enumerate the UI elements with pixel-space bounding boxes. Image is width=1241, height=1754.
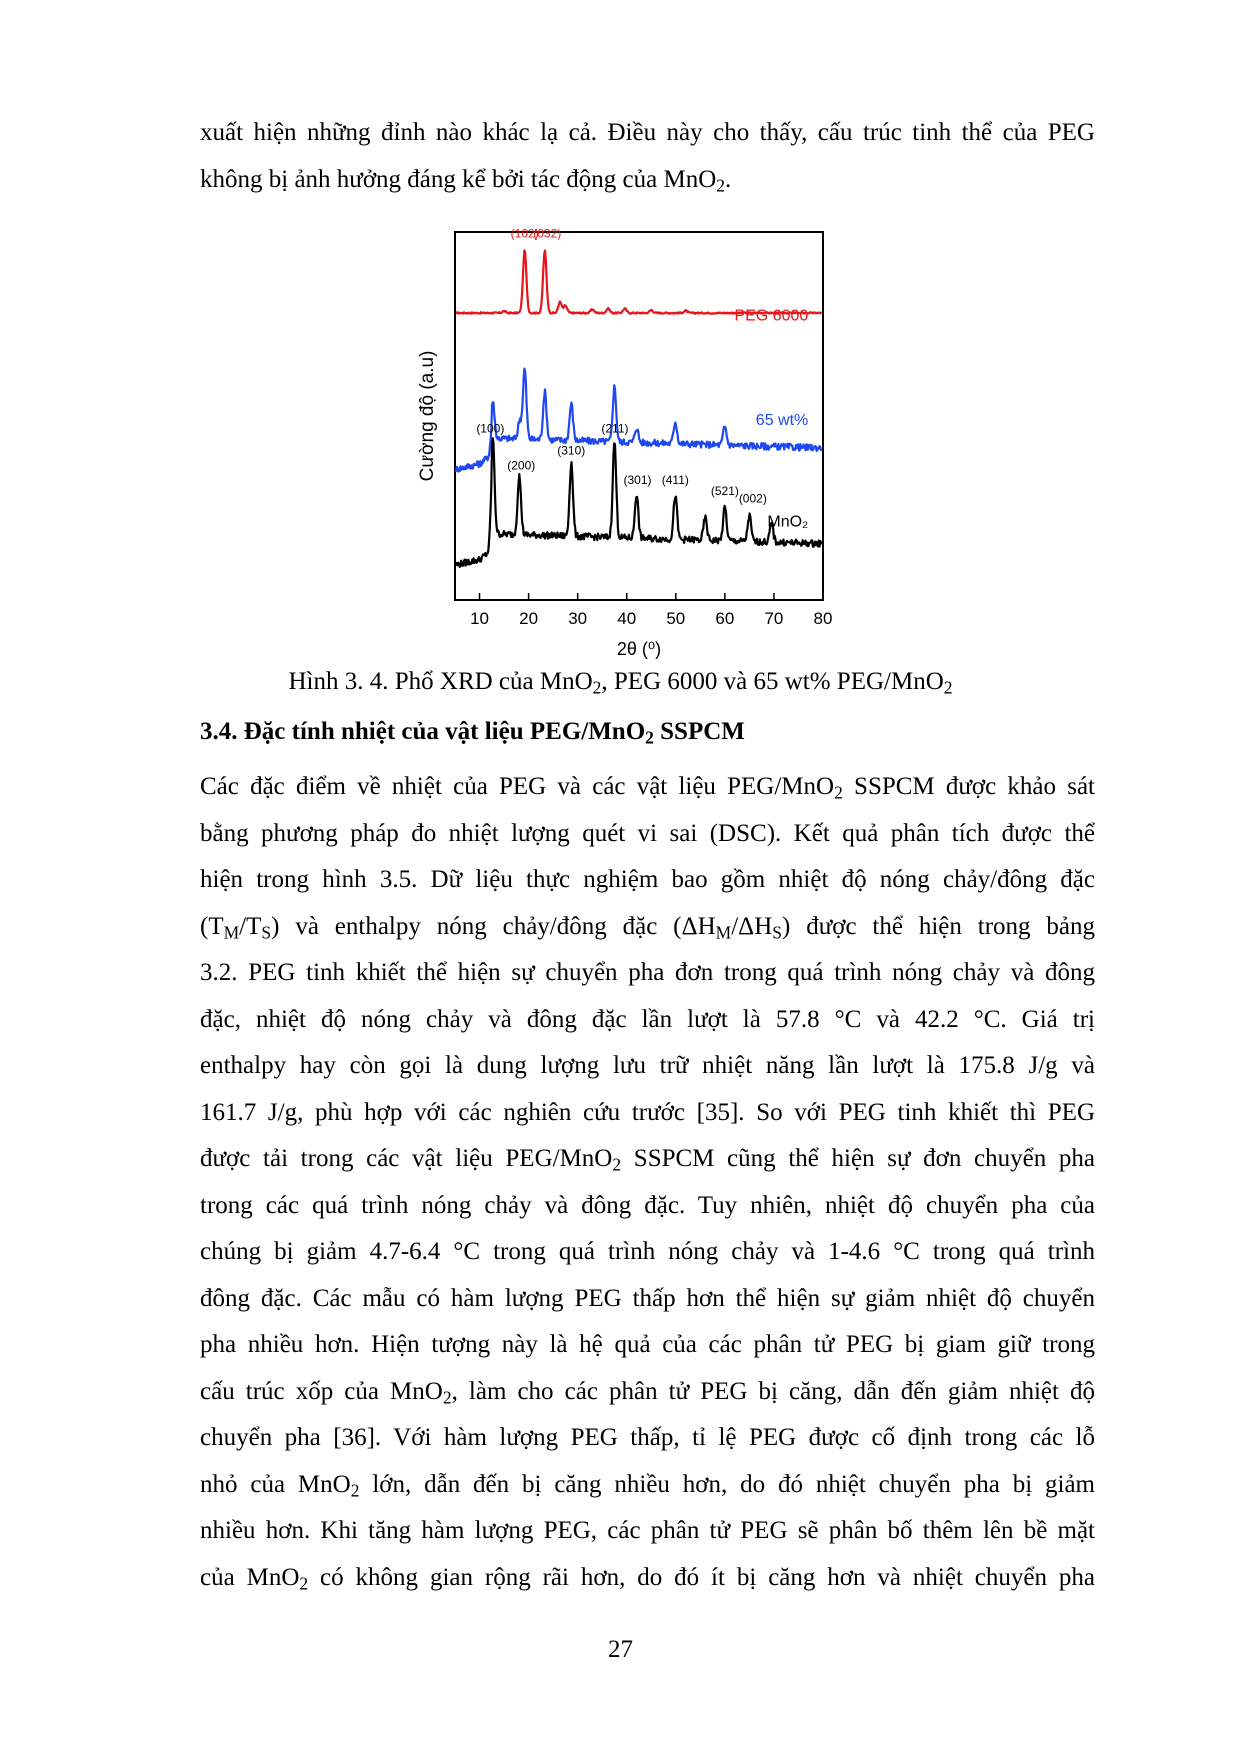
text-line: chúng bị giảm 4.7-6.4 °C trong quá trình nóng chảy và 1-4.6 °C trong quá trình [200,1238,1095,1265]
peak-annotation: (521) [710,484,739,499]
text-line: Các đặc điểm về nhiệt của PEG và các vật liệu PEG/MnO$_2$ SSPCM được khảo sát [200,773,1095,803]
text-line: xuất hiện những đỉnh nào khác lạ cả. Điều này cho thấy, cấu trúc tinh thể của PEG [200,119,1095,146]
x-tick-label: 70 [764,609,784,628]
peak-annotation: (102) [510,228,539,241]
text-line: chuyển pha [36]. Với hàm lượng PEG thấp, tỉ lệ PEG được cố định trong các lỗ [200,1424,1095,1451]
x-tick-label: 40 [617,609,637,628]
series-label: 65 wt% [755,412,809,430]
x-tick-label: 60 [715,609,735,628]
x-tick-label: 20 [519,609,539,628]
x-tick-label: 10 [470,609,489,628]
peak-annotation: (200) [507,458,536,473]
peak-annotation: (301) [623,473,652,488]
peak-annotation: (002) [738,491,767,506]
peak-annotation: (411) [661,473,689,488]
x-tick-label: 80 [813,609,833,628]
peak-annotation: (100) [476,421,505,436]
figure-caption: Hình 3. 4. Phổ XRD của MnO$_2$, PEG 6000 và 65 wt% PEG/MnO$_2$ [288,668,953,698]
page-number: 27 [608,1636,633,1663]
peak-annotation: (032) [533,228,562,241]
text-line: đông đặc. Các mẫu có hàm lượng PEG thấp hơn thể hiện sự giảm nhiệt độ chuyển [200,1284,1095,1312]
intro-paragraph [200,110,1095,203]
text-line: trong các quá trình nóng chảy và đông đặc. Tuy nhiên, nhiệt độ chuyển pha của [200,1191,1095,1219]
text-line: nhiều hơn. Khi tăng hàm lượng PEG, các phân tử PEG sẽ phân bố thêm lên bề mặt [200,1517,1095,1544]
text-line: đặc, nhiệt độ nóng chảy và đông đặc lần lượt là 57.8 °C và 42.2 °C. Giá trị [200,1005,1095,1033]
series-line [456,250,822,313]
body-paragraph [200,764,1095,1601]
text-line: $(T_M/T_S)$ và enthalpy nóng chảy/đông đặc $(\Delta H_M/\Delta H_S)$ được thể hiện trong bảng [200,912,1095,942]
text-line: được tải trong các vật liệu PEG/MnO$_2$ SSPCM cũng thể hiện sự đơn chuyển pha [200,1145,1095,1175]
peak-annotation: (211) [601,421,629,436]
text-line: hiện trong hình 3.5. Dữ liệu thực nghiệm bao gồm nhiệt độ nóng chảy/đông đặc [200,866,1095,893]
text-line: không bị ảnh hưởng đáng kể bởi tác động của MnO$_2$. [200,165,732,195]
text-line: 3.2. PEG tinh khiết thể hiện sự chuyển pha đơn trong quá trình nóng chảy và đông [200,959,1095,986]
text-line: pha nhiều hơn. Hiện tượng này là hệ quả của các phân tử PEG bị giam giữ trong [200,1331,1095,1358]
text-line: enthalpy hay còn gọi là dung lượng lưu trữ nhiệt năng lần lượt là 175.8 J/g và [200,1052,1095,1079]
series-label: PEG 6000 [734,307,809,325]
text-line: cấu trúc xốp của MnO$_2$, làm cho các phân tử PEG bị căng, dẫn đến giảm nhiệt độ [200,1377,1095,1407]
section-heading: 3.4. Đặc tính nhiệt của vật liệu PEG/MnO$_2$ SSPCM [200,718,745,748]
x-axis-label: 2θ (⁰) [616,639,662,659]
x-tick-label: 30 [568,609,588,628]
text-line: 161.7 J/g, phù hợp với các nghiên cứu trước [35]. So với PEG tinh khiết thì PEG [200,1098,1095,1126]
peak-annotation: (310) [557,443,586,458]
y-axis-label: Cường độ (a.u) [417,350,438,482]
xrd-chart [405,228,885,668]
text-line: của MnO$_2$ có không gian rộng rãi hơn, do đó ít bị căng hơn và nhiệt chuyển pha [200,1563,1095,1593]
series-label: MnO₂ [767,513,809,531]
text-line: bằng phương pháp đo nhiệt lượng quét vi sai (DSC). Kết quả phân tích được thể [200,819,1095,847]
text-line: nhỏ của MnO$_2$ lớn, dẫn đến bị căng nhiều hơn, do đó nhiệt chuyển pha bị giảm [200,1470,1095,1500]
x-tick-label: 50 [666,609,686,628]
